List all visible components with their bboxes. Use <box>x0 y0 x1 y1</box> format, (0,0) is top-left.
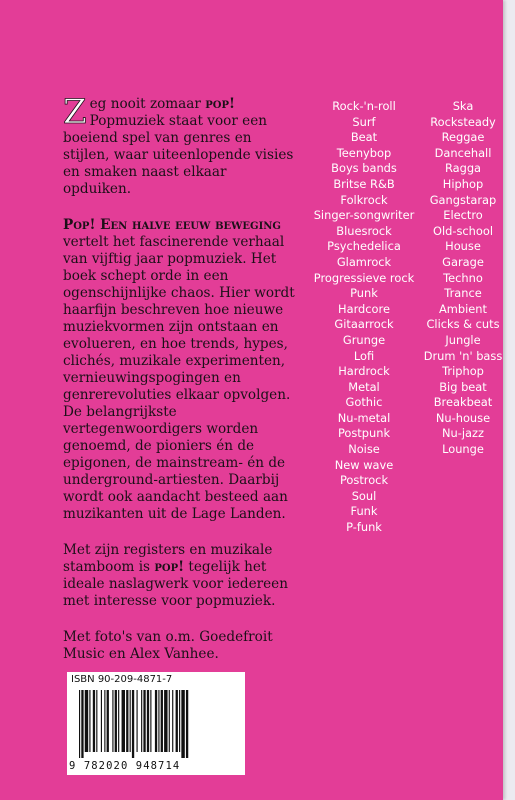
barcode-digits: 9 782020 948714 <box>69 760 181 772</box>
genre-item: Rock-'n-roll <box>332 99 396 113</box>
genre-item: Singer-songwriter <box>313 208 415 223</box>
barcode-bar <box>158 690 159 752</box>
barcode-bar <box>186 690 188 758</box>
genre-item: Gothic <box>345 395 383 410</box>
barcode-bar <box>93 690 95 752</box>
genre-item: Hiphop <box>442 176 484 191</box>
genre-item: Funk <box>350 504 378 519</box>
genre-item: Clicks & cuts <box>426 317 500 332</box>
genre-item: Big beat <box>439 379 487 394</box>
barcode-bar <box>164 690 167 752</box>
genre-item: Nu-metal <box>337 410 391 425</box>
barcode-icon <box>77 690 235 758</box>
genre-item: Nu-jazz <box>442 426 484 441</box>
barcode-bar <box>132 690 134 758</box>
genre-item: Gitaarrock <box>334 317 394 332</box>
barcode-bar <box>122 690 125 752</box>
genre-item: Britse R&B <box>333 176 395 191</box>
genre-item: Nu-house <box>435 410 491 425</box>
barcode-label <box>67 672 245 775</box>
genre-item: P-funk <box>346 520 382 535</box>
barcode-bar <box>155 690 157 752</box>
genre-item: Triphop <box>442 364 484 379</box>
description-text: vertelt het fascinerende verhaal van vijftig jaar popmuziek. Het boek schept orde in een ogenschijnlijke chaos. Hier wordt haarfijn beschreven hoe nieuwe muziekvormen zijn ontstaan en evolueren, en hoe trends, hypes, clichés, muzikale experimenten, vernieuwingspogingen en genrerevoluties elkaar opvolgen. De belangrijkste vertegenwoordigers worden genoemd, de pioniers én de epigonen, de mainstream- én de underground-artiesten. Daarbij wordt ook aandacht besteed aan muzikanten uit de Lage Landen. <box>63 234 295 522</box>
barcode-bar <box>89 690 90 752</box>
barcode-bar <box>101 690 102 752</box>
barcode-bar <box>176 690 178 752</box>
genre-item: Surf <box>352 114 376 129</box>
barcode-bar <box>181 690 184 758</box>
blurb-paragraph-description <box>63 217 295 523</box>
barcode-bar <box>130 690 131 752</box>
genre-item: New wave <box>334 457 394 472</box>
barcode-bar <box>85 690 88 752</box>
barcode-bar <box>96 690 97 752</box>
genre-item: Ragga <box>444 161 482 176</box>
genre-item: Gangstarap <box>429 192 497 207</box>
barcode-bar <box>169 690 170 752</box>
genre-item: Boys bands <box>331 161 397 176</box>
barcode-bar <box>112 690 113 752</box>
genre-item: Trance <box>444 286 482 301</box>
genre-item: Reggae <box>441 130 485 145</box>
genre-item: House <box>445 239 481 254</box>
genre-item: Garage <box>442 254 484 269</box>
barcode-bar <box>147 690 149 752</box>
intro-lead: eg nooit zomaar <box>89 96 206 112</box>
intro-rest: Popmuziek staat voor een boeiend spel van genres en stijlen, waar uiteenlopende visies en smaken naast elkaar opduiken. <box>63 113 294 197</box>
genre-item: Teenybop <box>336 145 392 160</box>
barcode-bar <box>126 690 128 752</box>
barcode-bar <box>137 690 138 752</box>
genre-item: Bluesrock <box>336 223 392 238</box>
genre-item: Techno <box>443 270 483 285</box>
genre-item: Rocksteady <box>430 114 496 129</box>
barcode-bar <box>81 690 83 758</box>
genre-item: Psychedelica <box>327 239 401 254</box>
barcode-bar <box>141 690 142 752</box>
genre-item: Ambient <box>439 301 487 316</box>
blurb-paragraph-intro <box>63 92 295 198</box>
genre-item: Postrock <box>339 473 389 488</box>
barcode-bar <box>161 690 163 752</box>
book-title: Pop! Een halve eeuw beweging <box>63 217 281 233</box>
drop-cap: Z <box>63 92 87 132</box>
genre-item: Lofi <box>353 348 375 363</box>
genre-item: Metal <box>348 379 380 394</box>
genre-item: Noise <box>348 442 380 457</box>
genre-item: Postpunk <box>337 426 391 441</box>
genre-item: Hardrock <box>338 364 390 379</box>
genre-item: Progressieve rock <box>313 270 415 285</box>
barcode-bar <box>179 690 180 752</box>
genre-item: Punk <box>350 286 378 301</box>
barcode-bar <box>104 690 105 752</box>
reference-text-b: tegelijk het ideale naslagwerk voor iedereen met interesse voor popmuziek. <box>63 559 288 609</box>
reference-text-a: Met zijn registers en muzikale stamboom is <box>63 542 273 575</box>
blurb-text <box>63 92 295 682</box>
barcode-bar <box>143 690 145 752</box>
genre-item: Electro <box>443 208 483 223</box>
genre-item: Old-school <box>433 223 493 238</box>
barcode-bar <box>107 690 109 752</box>
barcode-bar <box>150 690 151 752</box>
barcode-bar <box>118 690 119 752</box>
isbn-text: ISBN 90-209-4871-7 <box>71 674 173 685</box>
genre-item: Grunge <box>342 332 386 347</box>
genre-item: Hardcore <box>338 301 390 316</box>
barcode-bar <box>172 690 173 752</box>
genre-item: Dancehall <box>434 145 492 160</box>
blurb-paragraph-reference <box>63 542 295 610</box>
genre-item: Drum 'n' bass <box>423 348 503 363</box>
genre-item: Beat <box>350 130 378 145</box>
genre-item: Breakbeat <box>433 395 493 410</box>
genre-item: Folkrock <box>340 192 388 207</box>
genre-item: Lounge <box>442 442 484 457</box>
genre-item: Soul <box>351 488 377 503</box>
barcode-bar <box>79 690 80 758</box>
genre-list-right <box>410 99 515 458</box>
genre-item: Ska <box>452 99 474 113</box>
pop-title-inline: pop! <box>154 559 185 575</box>
pop-title-inline: pop! <box>205 96 235 112</box>
blurb-paragraph-credits: Met foto's van o.m. Goedefroit Music en Alex Vanhee. <box>63 629 273 662</box>
genre-item: Jungle <box>445 332 481 347</box>
genre-item: Glamrock <box>336 254 392 269</box>
barcode-bar <box>115 690 117 752</box>
